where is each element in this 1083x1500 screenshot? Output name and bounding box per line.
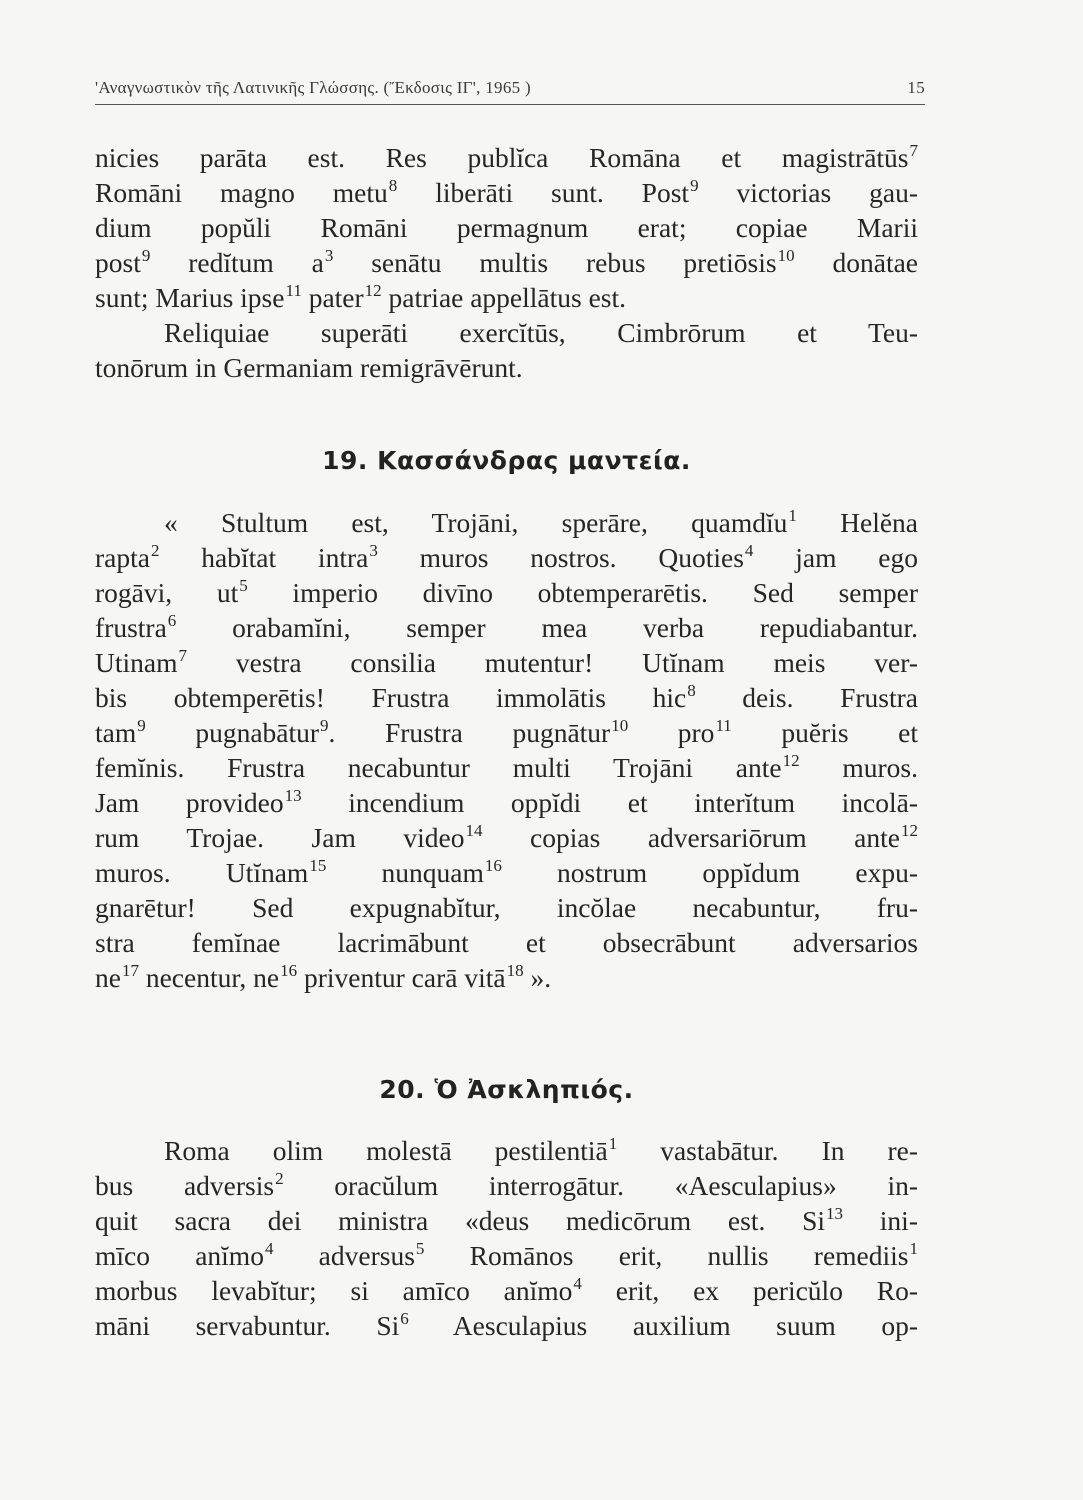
footnote-marker: 5 <box>415 1239 425 1258</box>
text-run: redĭtum a <box>150 247 324 278</box>
section-title: Ὁ Ἀσκληπιός. <box>434 1075 634 1104</box>
footnote-marker: 6 <box>167 611 177 630</box>
text-run: rogāvi, ut <box>95 577 239 608</box>
footnote-marker: 1 <box>909 1239 918 1258</box>
text-run: imperio divīno obtemperarētis. Sed semper <box>247 577 918 608</box>
footnote-marker: 13 <box>284 786 302 805</box>
text-run: ne <box>95 962 121 993</box>
text-run: vastabātur. In re- <box>617 1135 918 1166</box>
text-run: femĭnis. Frustra necabuntur multi Trojāni ante <box>95 752 782 783</box>
section-number: 20. <box>379 1075 426 1104</box>
footnote-marker: 8 <box>388 176 398 195</box>
text-line <box>95 1273 918 1308</box>
text-line <box>95 820 918 855</box>
footnote-marker: 16 <box>484 856 502 875</box>
section-heading-20 <box>95 1075 918 1104</box>
text-run: Helĕna <box>796 507 918 538</box>
footnote-marker: 6 <box>400 1309 409 1328</box>
text-run: Aesculapius auxilium suum op- <box>408 1310 918 1341</box>
footnote-marker: 7 <box>178 646 187 665</box>
text-line <box>95 175 918 210</box>
text-line <box>95 140 918 175</box>
text-line <box>95 960 918 995</box>
text-line <box>95 1168 918 1203</box>
footnote-marker: 3 <box>369 541 378 560</box>
section-number: 19. <box>322 446 368 475</box>
text-run: rapta <box>95 542 150 573</box>
text-run: quit sacra dei ministra «deus medicōrum est. Si <box>95 1205 826 1236</box>
footnote-marker: 2 <box>275 1169 284 1188</box>
text-run: priventur carā vitā <box>297 962 506 993</box>
header-rule <box>95 104 925 105</box>
text-run: orabamĭni, semper mea verba repudiabantur. <box>176 612 918 643</box>
footnote-marker: 1 <box>608 1134 618 1153</box>
footnote-marker: 15 <box>309 856 327 875</box>
text-run: bis obtemperētis! Frustra immolātis hic <box>95 682 687 713</box>
text-run: deis. Frustra <box>695 682 918 713</box>
text-line <box>95 280 918 315</box>
text-run: ». <box>523 962 552 993</box>
text-run: muros. <box>799 752 918 783</box>
text-run: nicies parāta est. Res publĭca Romāna et magistrātūs <box>95 142 909 173</box>
text-run: « Stultum est, Trojāni, sperāre, quamdĭu <box>164 507 788 538</box>
text-line <box>95 575 918 610</box>
text-run: incendium oppĭdi et interĭtum incolā- <box>301 787 918 818</box>
text-run: Jam provideo <box>95 787 284 818</box>
text-run: copias adversariōrum ante <box>482 822 900 853</box>
footnote-marker: 4 <box>744 541 754 560</box>
text-line <box>95 315 918 350</box>
running-header-title: 'Αναγνωστικὸν τῆς Λατινικῆς Γλώσσης. (Ἔκδοσις ΙΓ', 1965 ) <box>95 78 531 97</box>
text-run: dium popŭli Romāni permagnum erat; copiae Marii <box>95 212 918 243</box>
text-line <box>95 855 918 890</box>
text-run: pro <box>628 717 715 748</box>
text-run: liberāti sunt. Post <box>397 177 690 208</box>
text-line <box>95 750 918 785</box>
footnote-marker: 8 <box>687 681 696 700</box>
text-run: pugnabātur <box>145 717 320 748</box>
text-run: necentur, ne <box>138 962 280 993</box>
text-line <box>95 540 918 575</box>
text-run: senātu multis rebus pretiōsis <box>333 247 777 278</box>
section-heading-19 <box>95 446 918 475</box>
footnote-marker: 1 <box>788 506 797 525</box>
text-run: donātae <box>794 247 918 278</box>
text-run: Roma olim molestā pestilentiā <box>164 1135 608 1166</box>
text-run: puĕris et <box>731 717 918 748</box>
text-run: . Frustra pugnātur <box>328 717 611 748</box>
text-run: tam <box>95 717 137 748</box>
page-number: 15 <box>907 78 925 97</box>
text-run: nostrum oppĭdum expu- <box>501 857 918 888</box>
text-run: oracŭlum interrogātur. «Aesculapius» in- <box>283 1170 918 1201</box>
footnote-marker: 12 <box>782 751 800 770</box>
text-run: sunt; Marius ipse <box>95 282 285 313</box>
text-run: rum Trojae. Jam video <box>95 822 465 853</box>
text-run: habĭtat intra <box>159 542 369 573</box>
text-run: erit, ex pericŭlo Ro- <box>581 1275 919 1306</box>
footnote-marker: 2 <box>150 541 160 560</box>
text-run: Utinam <box>95 647 178 678</box>
text-run: Romānos erit, nullis remediis <box>424 1240 909 1271</box>
text-run: frustra <box>95 612 167 643</box>
footnote-marker: 10 <box>611 716 629 735</box>
text-line <box>95 1203 918 1238</box>
footnote-marker: 9 <box>690 176 699 195</box>
text-run: vestra consilia mutentur! Utĭnam meis ver- <box>187 647 918 678</box>
footnote-marker: 13 <box>826 1204 844 1223</box>
text-line <box>95 610 918 645</box>
footnote-marker: 9 <box>137 716 146 735</box>
text-run: muros. Utĭnam <box>95 857 309 888</box>
text-run: patriae appellātus est. <box>381 282 627 313</box>
text-line <box>95 925 918 960</box>
text-line <box>95 890 918 925</box>
paragraph-block-3 <box>95 1133 918 1343</box>
paragraph-block-2 <box>95 505 918 995</box>
text-run: Romāni magno metu <box>95 177 388 208</box>
footnote-marker: 16 <box>280 961 298 980</box>
text-run: mīco anĭmo <box>95 1240 264 1271</box>
text-run: bus adversis <box>95 1170 275 1201</box>
footnote-marker: 12 <box>900 821 918 840</box>
text-run: jam ego <box>753 542 918 573</box>
text-line <box>95 715 918 750</box>
text-line <box>95 1308 918 1343</box>
footnote-marker: 18 <box>506 961 524 980</box>
footnote-marker: 4 <box>573 1274 582 1293</box>
text-run: pater <box>301 282 364 313</box>
text-run: morbus levabĭtur; si amīco anĭmo <box>95 1275 573 1306</box>
text-run: tonōrum in Germaniam remigrāvērunt. <box>95 352 523 383</box>
text-run: stra femĭnae lacrimābunt et obsecrābunt adversarios <box>95 927 918 958</box>
footnote-marker: 3 <box>324 246 334 265</box>
text-line <box>95 350 918 385</box>
footnote-marker: 12 <box>364 281 382 300</box>
text-run: victorias gau- <box>698 177 918 208</box>
text-line <box>95 785 918 820</box>
text-run: gnarētur! Sed expugnabĭtur, incŏlae necabuntur, fru- <box>95 892 918 923</box>
footnote-marker: 17 <box>121 961 139 980</box>
text-run: Reliquiae superāti exercĭtūs, Cimbrōrum et Teu- <box>164 317 918 348</box>
paragraph-block-1 <box>95 140 918 385</box>
text-run: nunquam <box>326 857 484 888</box>
text-line <box>95 245 918 280</box>
footnote-marker: 9 <box>320 716 329 735</box>
footnote-marker: 9 <box>141 246 151 265</box>
footnote-marker: 5 <box>239 576 248 595</box>
footnote-marker: 7 <box>909 141 918 160</box>
text-run: muros nostros. Quoties <box>377 542 744 573</box>
section-title: Κασσάνδρας μαντεία. <box>377 446 691 475</box>
text-run: adversus <box>273 1240 415 1271</box>
text-line <box>95 645 918 680</box>
text-line <box>95 505 918 540</box>
text-run: māni servabuntur. Si <box>95 1310 400 1341</box>
text-run: ini- <box>843 1205 918 1236</box>
text-line <box>95 1238 918 1273</box>
footnote-marker: 11 <box>285 281 302 300</box>
footnote-marker: 11 <box>715 716 732 735</box>
footnote-marker: 14 <box>465 821 483 840</box>
text-line <box>95 1133 918 1168</box>
footnote-marker: 10 <box>777 246 795 265</box>
footnote-marker: 4 <box>264 1239 274 1258</box>
text-run: post <box>95 247 141 278</box>
text-line <box>95 680 918 715</box>
text-line <box>95 210 918 245</box>
